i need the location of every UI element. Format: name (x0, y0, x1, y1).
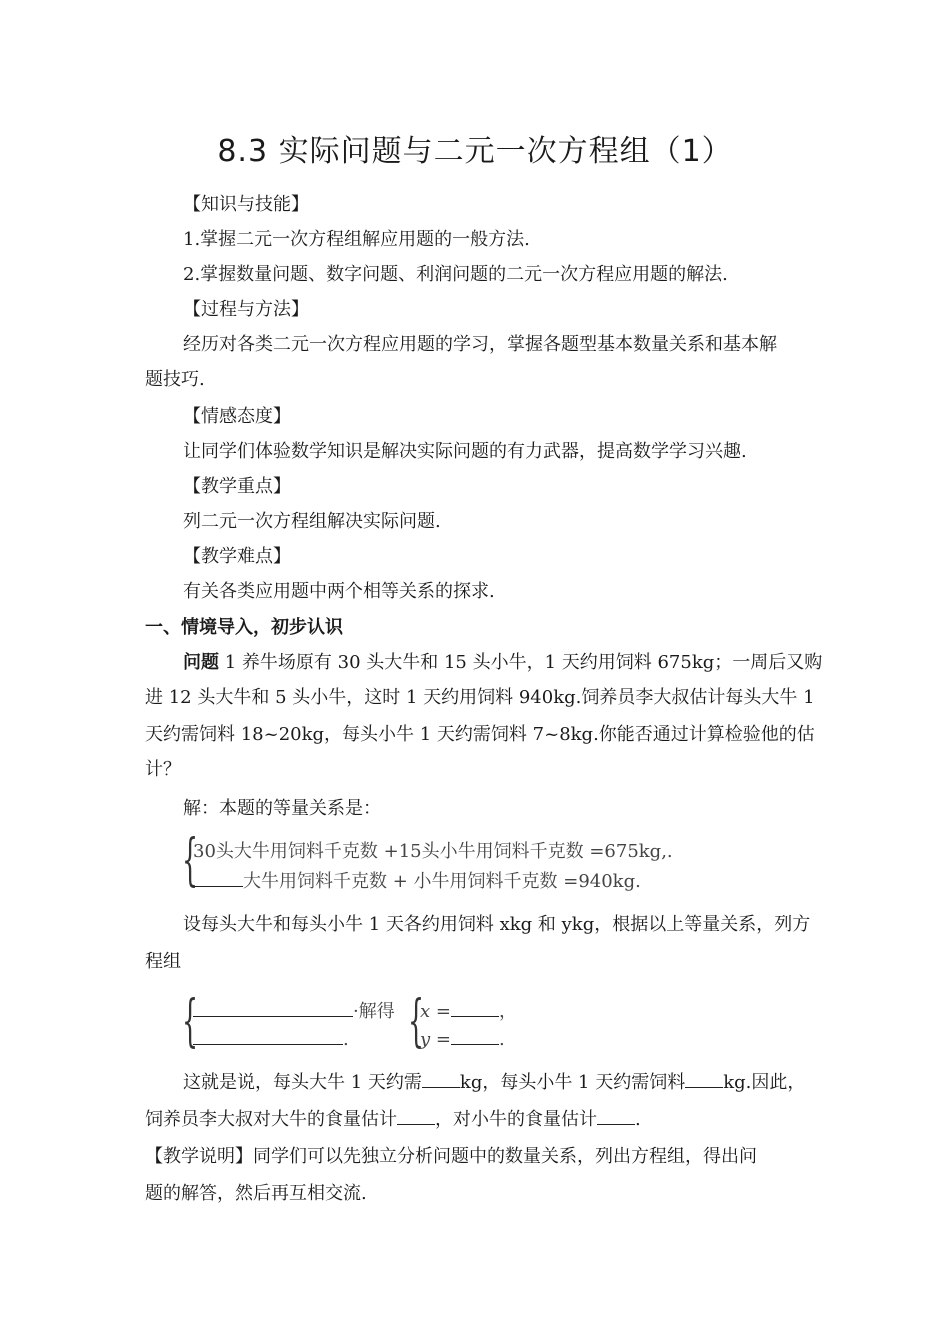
knowledge-item-1: 1.掌握二元一次方程组解应用题的一般方法. (183, 229, 530, 250)
setup-line-2: 程组 (145, 951, 181, 972)
conclusion-line-2: 饲养员李大叔对大牛的食量估计 ，对小牛的食量估计 . (145, 1109, 641, 1130)
knowledge-heading: 【知识与技能】 (183, 194, 309, 215)
blank-line[interactable] (597, 1124, 635, 1125)
teaching-note-line-2: 题的解答，然后再互相交流. (145, 1183, 367, 1204)
problem-line-1-text: 1 养牛场原有 30 头大牛和 15 头小牛，1 天约用饲料 675kg；一周后又购 (219, 652, 823, 673)
relation-equation-2: 大牛用饲料千克数 + 小牛用饲料千克数 =940kg. (193, 870, 641, 894)
teaching-note-line-1: 【教学说明】同学们可以先独立分析问题中的数量关系，列出方程组，得出问 (145, 1146, 757, 1167)
system-row-2: . (193, 1028, 349, 1052)
blank-line[interactable] (193, 1044, 343, 1045)
solution-x: x = ， (420, 1001, 517, 1022)
process-text-line-2: 题技巧. (145, 369, 205, 390)
problem-label: 问题 (183, 652, 219, 673)
focus-text: 列二元一次方程组解决实际问题. (183, 511, 441, 532)
problem-line-1 (183, 651, 822, 675)
difficulty-text: 有关各类应用题中两个相等关系的探求. (183, 581, 495, 602)
knowledge-item-2: 2.掌握数量问题、数字问题、利润问题的二元一次方程应用题的解法. (183, 264, 728, 285)
problem-line-2: 进 12 头大牛和 5 头小牛，这时 1 天约用饲料 940kg.饲养员李大叔估计每头大牛 1 (145, 687, 815, 708)
page-title: 8.3 实际问题与二元一次方程组（1） (217, 134, 733, 169)
blank-line[interactable] (397, 1124, 435, 1125)
process-text-line-1: 经历对各类二元一次方程应用题的学习，掌握各题型基本数量关系和基本解 (183, 334, 777, 355)
difficulty-heading: 【教学难点】 (183, 546, 291, 567)
blank-line[interactable] (451, 1044, 499, 1045)
solution-y: y = . (420, 1029, 505, 1050)
solve-word: ·解得 (353, 1001, 395, 1022)
blank-line[interactable] (193, 886, 243, 887)
blank-line[interactable] (193, 1016, 353, 1017)
equation-brace-2: { (182, 989, 199, 1054)
problem-line-4: 计？ (145, 759, 181, 780)
blank-line[interactable] (451, 1016, 499, 1017)
process-heading: 【过程与方法】 (183, 299, 309, 320)
relation-equation-1: 30头大牛用饲料千克数 +15头小牛用饲料千克数 =675kg,. (193, 841, 673, 862)
conclusion-line-1: 这就是说，每头大牛 1 天约需 kg，每头小牛 1 天约需饲料 kg.因此， (183, 1072, 806, 1093)
setup-line-1: 设每头大牛和每头小牛 1 天各约用饲料 xkg 和 ykg，根据以上等量关系，列方 (183, 914, 811, 935)
system-row-1 (193, 1000, 395, 1024)
part1-heading: 一、情境导入，初步认识 (145, 617, 343, 638)
problem-line-3: 天约需饲料 18~20kg，每头小牛 1 天约需饲料 7~8kg.你能否通过计算检验他的估 (145, 724, 815, 745)
solution-brace: { (408, 989, 425, 1054)
focus-heading: 【教学重点】 (183, 476, 291, 497)
equation-brace-1: { (182, 828, 199, 893)
blank-line[interactable] (422, 1087, 460, 1088)
solution-intro: 解：本题的等量关系是： (183, 798, 381, 819)
emotion-heading: 【情感态度】 (183, 406, 291, 427)
emotion-text: 让同学们体验数学知识是解决实际问题的有力武器，提高数学学习兴趣. (183, 441, 747, 462)
blank-line[interactable] (685, 1087, 723, 1088)
